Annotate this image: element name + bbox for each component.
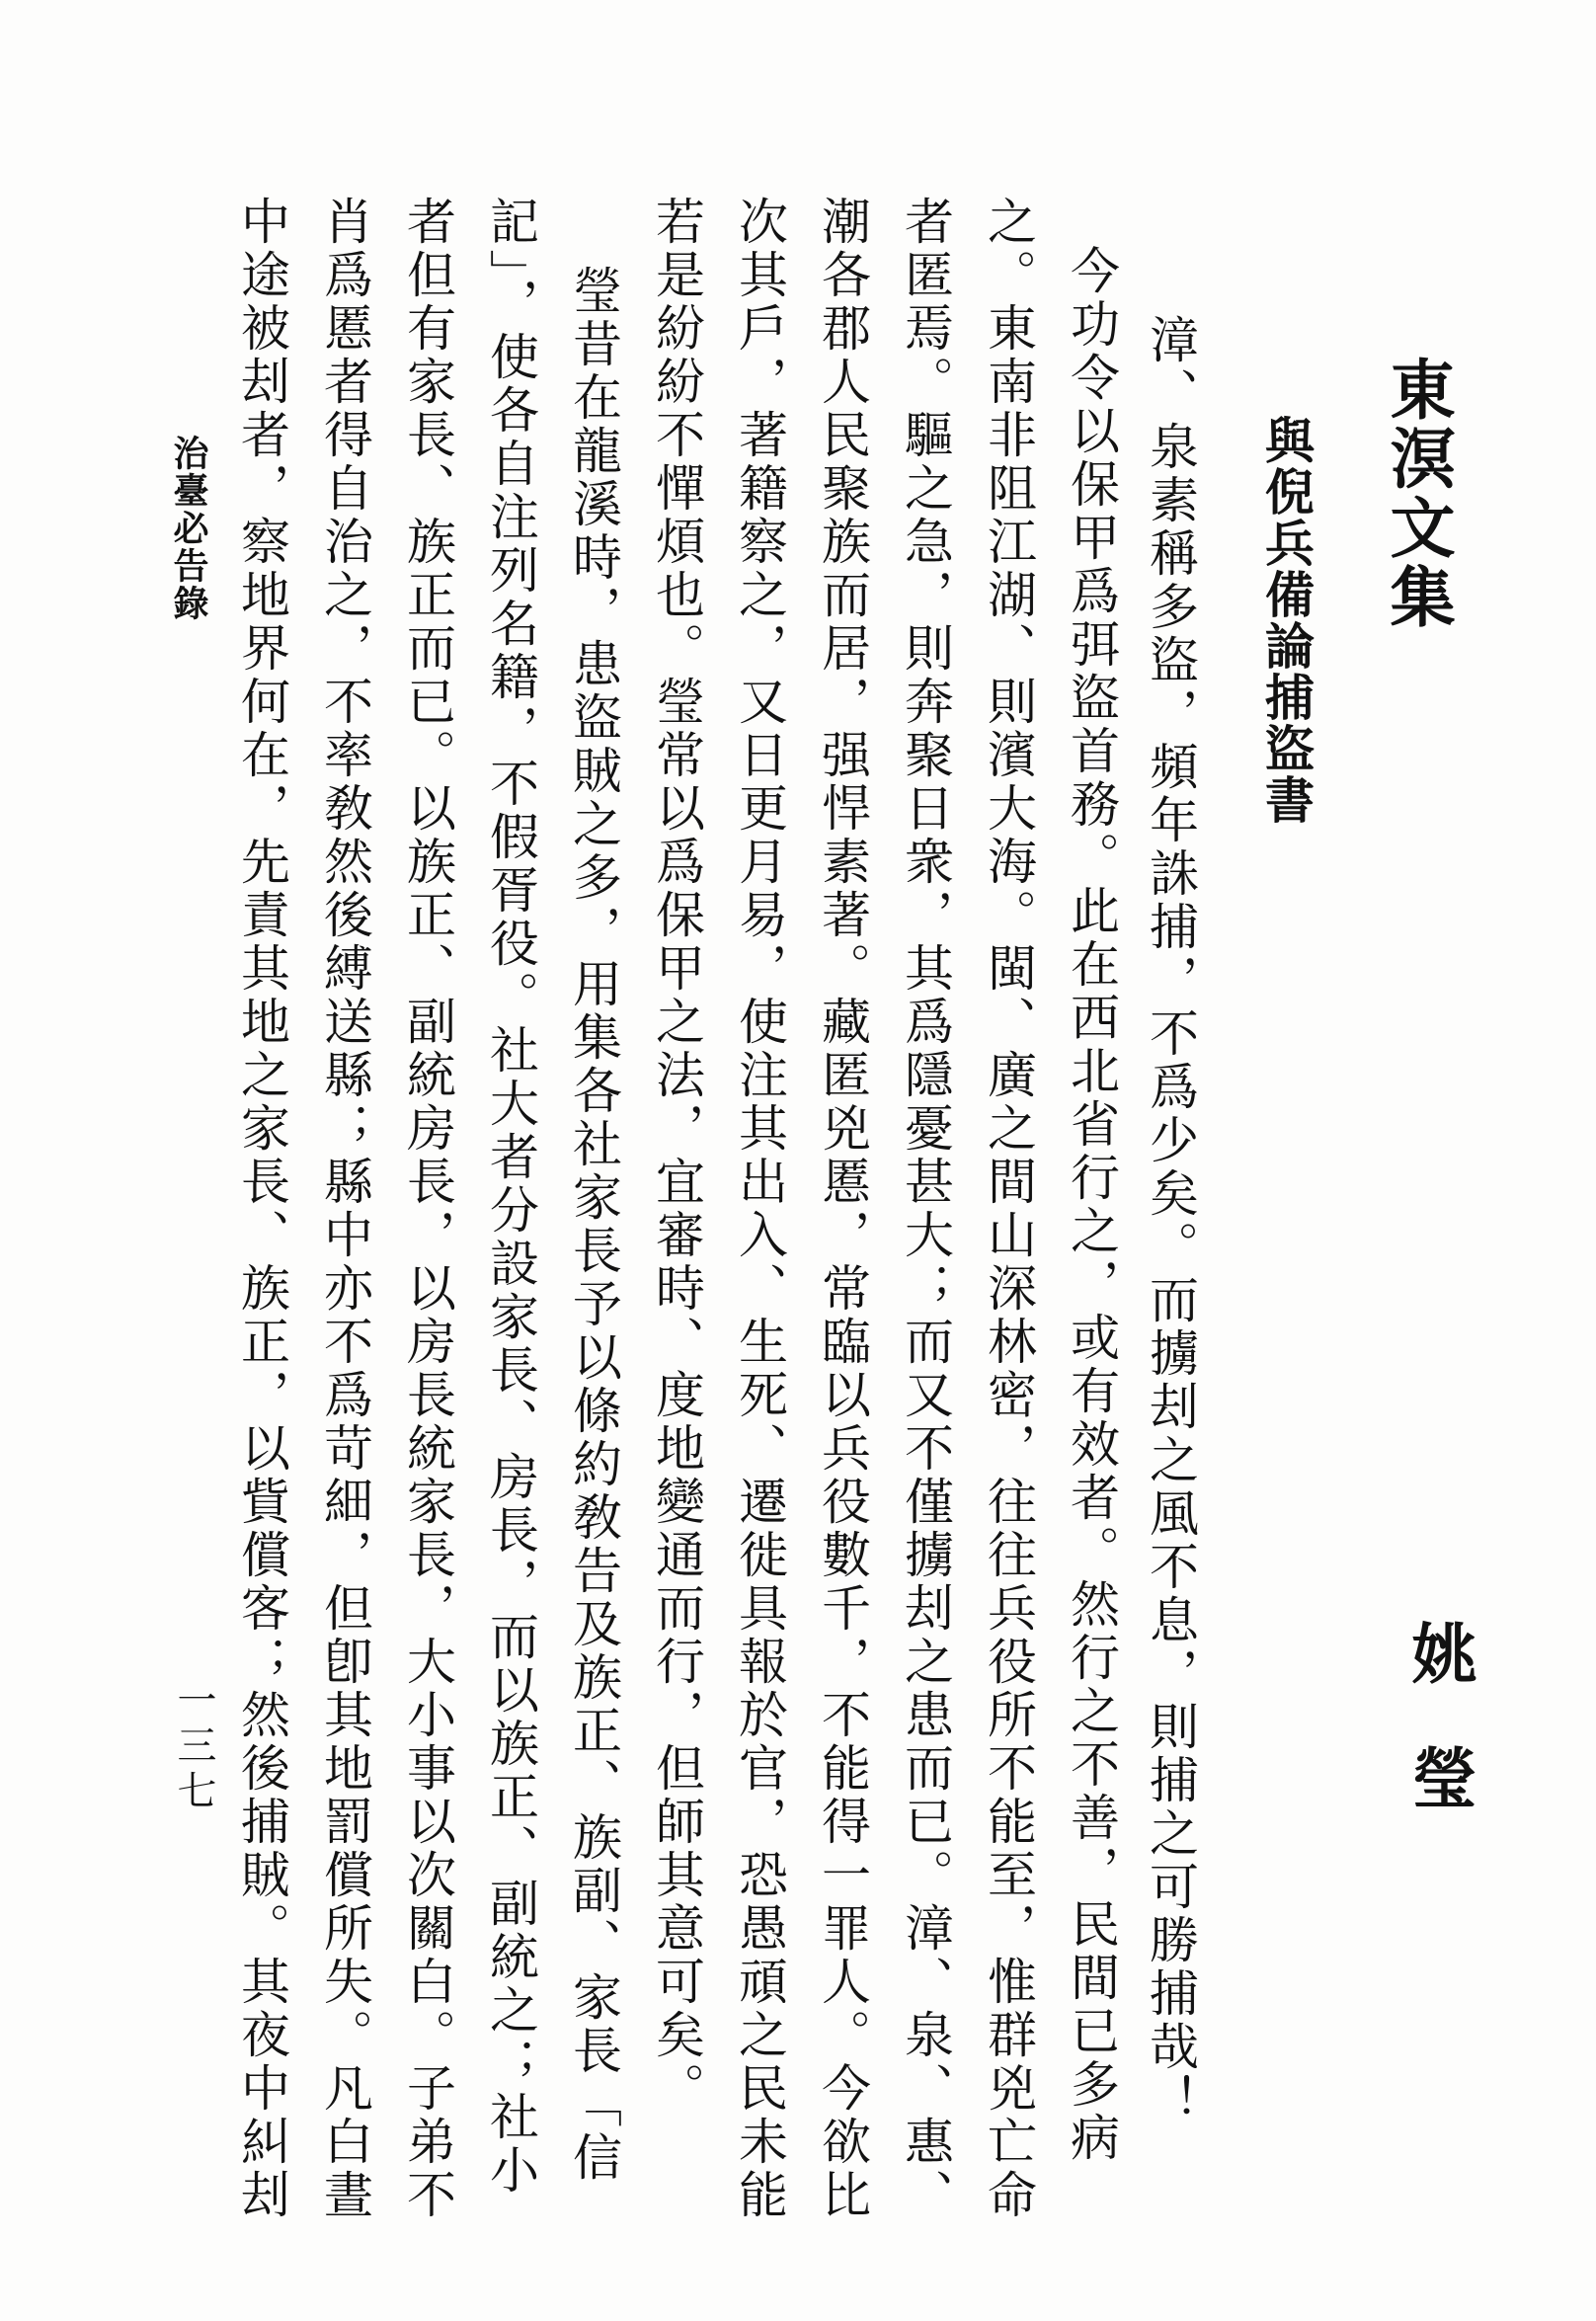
page-number: 一三七: [171, 1679, 216, 1815]
body-line-2: 今功令以保甲爲弭盜首務。此在西北省行之，或有效者。然行之不善，民間已多病: [1063, 245, 1120, 2165]
body-line-8: 瑩昔在龍溪時，患盜賊之多，用集各社家長予以條約敎告及族正、族副、家長「信: [565, 265, 622, 2185]
body-line-3: 之。東南非阻江湖、則濱大海。閩、廣之間山深林密，往往兵役所不能至，惟群兇亡命: [980, 196, 1037, 2222]
essay-title: 與倪兵備論捕盜書: [1257, 415, 1316, 826]
body-line-9: 記」，使各自注列名籍，不假胥役。社大者分設家長、房長，而以族正、副統之；社小: [482, 196, 539, 2198]
body-line-1: 漳、泉素稱多盜，頻年誅捕，不爲少矣。而擄刦之風不息，則捕之可勝捕哉！: [1142, 314, 1199, 2127]
body-line-4: 者匿焉。驅之急，則奔聚日衆，其爲隱憂甚大；而又不僅擄刦之患而已。漳、泉、惠、: [897, 196, 954, 2222]
body-line-6: 次其戶，著籍察之，又日更月易，使注其出入、生死、遷徙具報於官，恐愚頑之民未能: [731, 196, 788, 2222]
running-footer-title: 治臺必告錄: [168, 435, 209, 622]
author-name: 姚瑩: [1400, 1620, 1477, 1869]
body-line-11: 肖爲慝者得自治之，不率敎然後縛送縣；縣中亦不爲苛細，但卽其地罰償所失。凡白晝: [316, 196, 373, 2222]
body-line-12: 中途被刦者，察地界何在，先責其地之家長、族正，以貲償客；然後捕賊。其夜中糾刦: [233, 196, 290, 2222]
body-line-10: 者但有家長、族正而已。以族正、副統房長，以房長統家長，大小事以次關白。子弟不: [399, 196, 456, 2222]
body-line-5: 潮各郡人民聚族而居，强悍素著。藏匿兇慝，常臨以兵役數千，不能得一罪人。今欲比: [814, 196, 871, 2222]
book-title: 東溟文集: [1379, 356, 1456, 632]
body-line-7: 若是紛紛不憚煩也。瑩常以爲保甲之法，宜審時、度地變通而行，但師其意可矣。: [648, 196, 705, 2116]
